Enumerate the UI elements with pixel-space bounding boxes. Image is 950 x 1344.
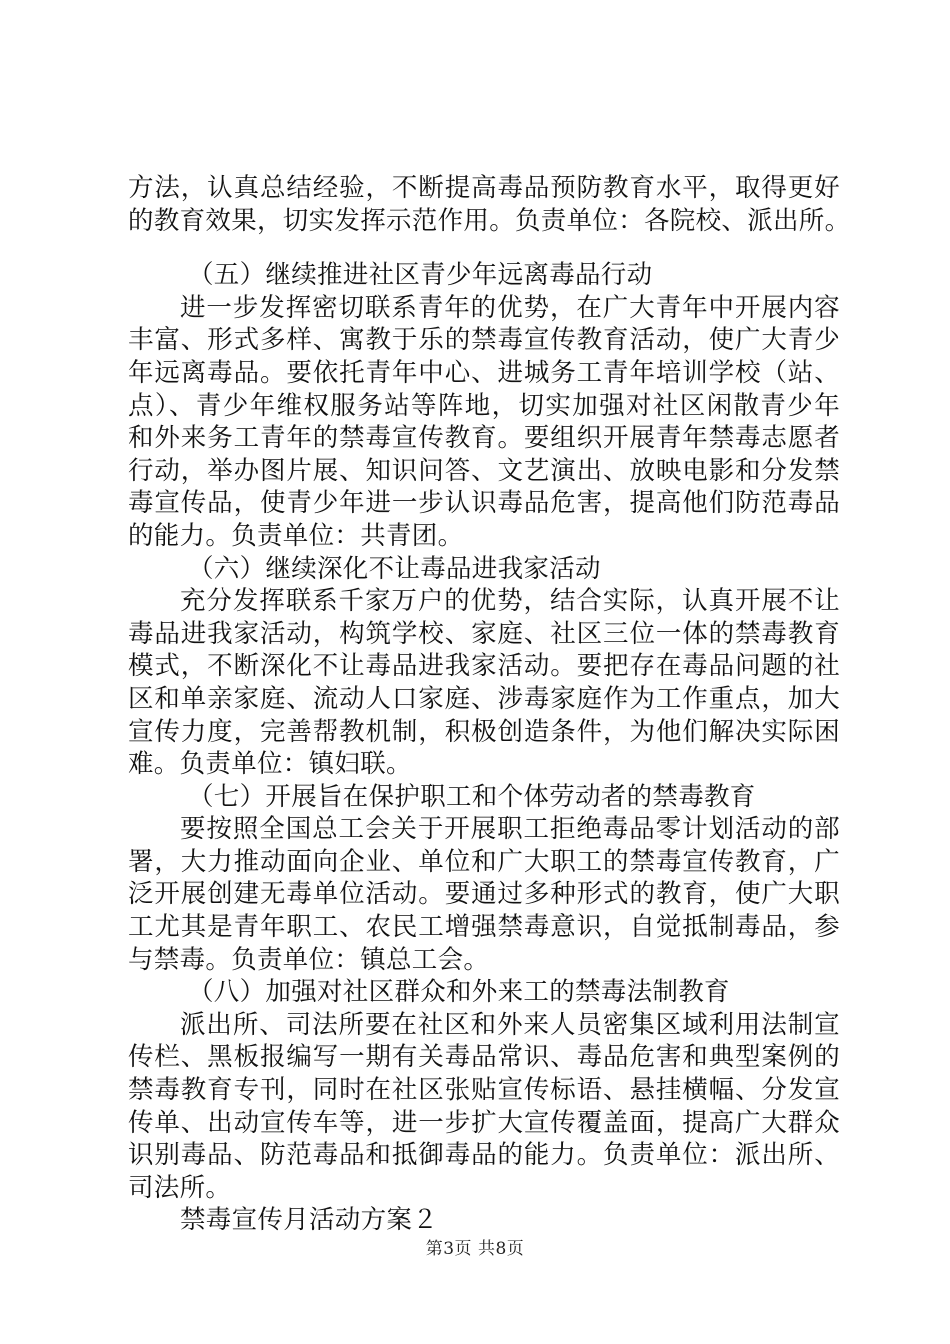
text-line: （五）继续推进社区青少年远离毒品行动 [188,260,653,291]
text-line: 署，大力推动面向企业、单位和广大职工的禁毒宣传教育，广 [128,846,840,877]
text-line: （六）继续深化不让毒品进我家活动 [188,553,601,584]
text-line: 和外来务工青年的禁毒宣传教育。要组织开展青年禁毒志愿者 [128,423,840,454]
text-line: 的教育效果，切实发挥示范作用。负责单位：各院校、派出所。 [128,205,851,236]
text-line: 方法，认真总结经验，不断提高毒品预防教育水平，取得更好 [128,173,840,203]
text-line: 派出所、司法所要在社区和外来人员密集区域利用法制宣 [180,1009,840,1040]
text-line: 宣传力度，完善帮教机制，积极创造条件，为他们解决实际困 [128,716,840,747]
text-line: 传单、出动宣传车等，进一步扩大宣传覆盖面，提高广大群众 [128,1107,840,1138]
text-line: 传栏、黑板报编写一期有关毒品常识、毒品危害和典型案例的 [128,1042,840,1073]
text-line: 司法所。 [128,1172,232,1203]
body-paragraph [128,585,840,781]
body-paragraph [128,172,851,259]
section-heading [128,976,840,1009]
body-paragraph [128,813,840,976]
text-line: 区和单亲家庭、流动人口家庭、涉毒家庭作为工作重点，加大 [128,683,840,714]
page-number-footer: 第3页 共8页 [425,1239,525,1259]
text-line: 丰富、形式多样、寓教于乐的禁毒宣传教育活动，使广大青少 [128,325,840,356]
text-line: 的能力。负责单位：共青团。 [128,520,464,551]
text-line: 识别毒品、防范毒品和抵御毒品的能力。负责单位：派出所、 [128,1140,840,1171]
text-line: 工尤其是青年职工、农民工增强禁毒意识，自觉抵制毒品，参 [128,912,840,943]
section-heading [128,259,840,292]
text-line: 年远离毒品。要依托青年中心、进城务工青年培训学校（站、 [128,357,840,388]
text-line: （七）开展旨在保护职工和个体劳动者的禁毒教育 [188,781,756,812]
text-line: 难。负责单位：镇妇联。 [128,749,412,780]
body-paragraph [128,1009,840,1205]
section-heading [128,781,840,814]
text-line: 禁毒宣传月活动方案２ [180,1205,439,1236]
text-line: 要按照全国总工会关于开展职工拒绝毒品零计划活动的部 [180,814,840,845]
text-line: 泛开展创建无毒单位活动。要通过多种形式的教育，使广大职 [128,879,840,910]
text-line: 行动，举办图片展、知识问答、文艺演出、放映电影和分发禁 [128,455,840,486]
text-line: 模式，不断深化不让毒品进我家活动。要把存在毒品问题的社 [128,651,840,682]
section-title [128,1204,840,1237]
section-heading [128,553,840,586]
text-line: 充分发挥联系千家万户的优势，结合实际，认真开展不让 [180,586,840,617]
body-paragraph [128,292,840,553]
text-line: 禁毒教育专刊，同时在社区张贴宣传标语、悬挂横幅、分发宣 [128,1075,840,1106]
text-line: 与禁毒。负责单位：镇总工会。 [128,944,490,975]
text-line: 点）、青少年维权服务站等阵地，切实加强对社区闲散青少年 [128,390,840,421]
text-line: 毒品进我家活动，构筑学校、家庭、社区三位一体的禁毒教育 [128,618,840,649]
text-line: （八）加强对社区群众和外来工的禁毒法制教育 [188,977,730,1008]
text-line: 毒宣传品，使青少年进一步认识毒品危害，提高他们防范毒品 [128,488,840,519]
paragraph-gap [128,237,840,259]
text-line: 进一步发挥密切联系青年的优势，在广大青年中开展内容 [180,292,840,323]
document-body [128,172,851,1237]
